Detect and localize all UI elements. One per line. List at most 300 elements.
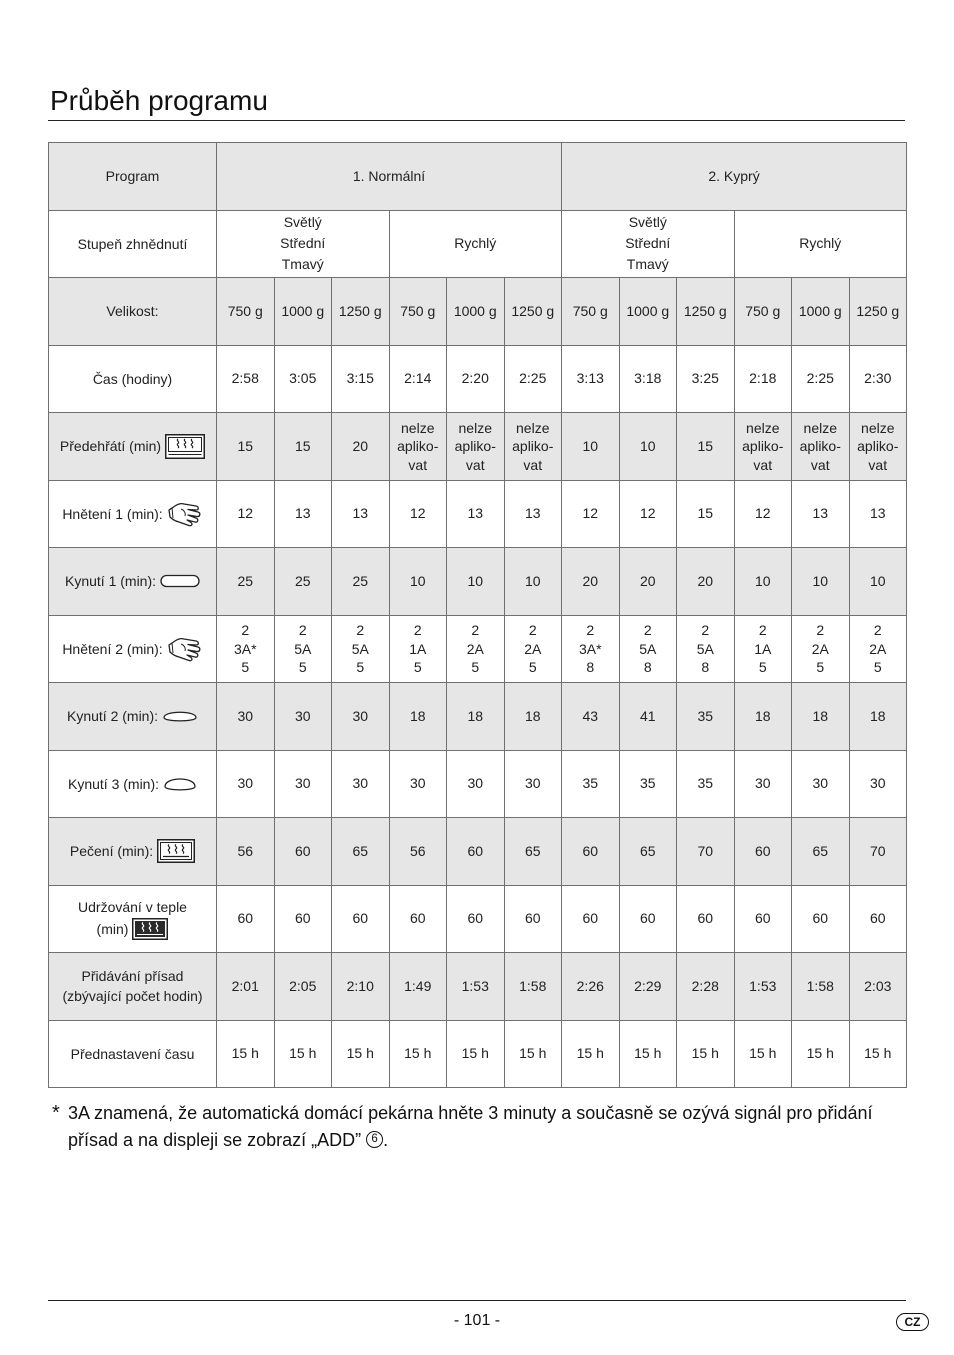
value-cell — [792, 1020, 850, 1088]
cell-line: 1A — [409, 640, 427, 657]
cell-text: 15 h — [806, 1045, 834, 1062]
value-cell — [332, 683, 390, 751]
value-cell — [332, 413, 390, 481]
cell-text: 13 — [524, 505, 541, 522]
browning-cell — [217, 210, 390, 278]
value-cell — [274, 345, 332, 413]
cell-text: 1000 g — [798, 302, 842, 319]
row-label-text: Udržování v teple — [78, 898, 187, 915]
value-cell — [677, 683, 735, 751]
row-label-line — [51, 434, 214, 459]
cell-line: vat — [868, 456, 888, 473]
value-cell — [447, 750, 505, 818]
value-cell — [504, 1020, 562, 1088]
value-cell — [217, 615, 275, 683]
row-label-text: Stupeň zhnědnutí — [77, 235, 188, 252]
cell-text: Rychlý — [454, 235, 497, 252]
title-rule — [48, 120, 905, 121]
cell-text: 13 — [467, 505, 484, 522]
row-label-line — [51, 1045, 214, 1063]
row-label-line — [51, 167, 214, 185]
cell-text: 30 — [754, 775, 771, 792]
row-label-text: Přednastavení času — [70, 1045, 195, 1062]
cell-text: 2:26 — [576, 977, 604, 994]
cell-line: nelze — [401, 419, 435, 436]
cell-text: 30 — [812, 775, 829, 792]
cell-text: 3:05 — [289, 370, 317, 387]
cell-line: 5 — [471, 659, 480, 675]
row-label-text: Velikost: — [106, 303, 159, 320]
row-label-line — [51, 235, 214, 253]
cell-text: 2:18 — [749, 370, 777, 387]
cell-line: 5 — [816, 659, 825, 675]
value-cell — [562, 615, 620, 683]
cell-text: 13 — [352, 505, 369, 522]
cell-text: 60 — [582, 910, 599, 927]
cell-line: 2 — [528, 622, 537, 638]
rising-3-icon — [163, 775, 197, 793]
value-cell — [792, 818, 850, 886]
cell-line: nelze — [861, 419, 895, 436]
value-cell — [332, 345, 390, 413]
size-cell — [562, 278, 620, 346]
footer-rule — [48, 1300, 906, 1301]
cell-text: 60 — [697, 910, 714, 927]
cell-line: vat — [810, 456, 830, 473]
page-number: - 101 - — [453, 1312, 501, 1329]
language-badge: CZ — [896, 1313, 929, 1331]
cell-text: 30 — [352, 775, 369, 792]
cell-text: 43 — [582, 707, 599, 724]
cell-line: vat — [753, 456, 773, 473]
value-cell — [389, 480, 447, 548]
footnote-end: . — [383, 1130, 389, 1150]
cell-line: 5A — [639, 640, 657, 657]
row-label-cell — [49, 953, 217, 1021]
cell-text: 18 — [812, 707, 829, 724]
row-label-text: (zbývající počet hodin) — [62, 988, 203, 1005]
cell-text: 10 — [869, 572, 886, 589]
cell-line: 3A* — [578, 640, 602, 657]
cell-text: 35 — [697, 775, 714, 792]
value-cell — [389, 818, 447, 886]
cell-line: nelze — [516, 419, 550, 436]
browning-row — [49, 210, 907, 278]
cell-line: 2 — [356, 622, 365, 638]
cell-line: Světlý — [628, 214, 667, 231]
value-cell — [792, 480, 850, 548]
value-cell — [447, 345, 505, 413]
size-cell — [734, 278, 792, 346]
cell-line: 2 — [471, 622, 480, 638]
row-label-cell — [49, 683, 217, 751]
value-cell — [619, 683, 677, 751]
cell-line: 5 — [241, 659, 250, 675]
value-cell — [734, 750, 792, 818]
row-label-line — [51, 302, 214, 320]
program-header-cell — [562, 143, 907, 211]
value-cell — [217, 683, 275, 751]
cell-text: 1250 g — [856, 302, 900, 319]
cell-line: nelze — [746, 419, 780, 436]
cell-text: 60 — [352, 910, 369, 927]
row-label-line — [51, 370, 214, 388]
value-cell — [274, 818, 332, 886]
value-cell — [734, 953, 792, 1021]
cell-text: 25 — [352, 572, 369, 589]
cell-text: 15 — [697, 505, 714, 522]
cell-text: 2:58 — [231, 370, 259, 387]
cell-line: nelze — [458, 419, 492, 436]
cell-text: 65 — [352, 842, 369, 859]
cell-text: 18 — [754, 707, 771, 724]
cell-text: 13 — [869, 505, 886, 522]
value-cell — [849, 750, 907, 818]
cell-text: 1:49 — [404, 977, 432, 994]
value-cell — [274, 683, 332, 751]
value-cell — [734, 480, 792, 548]
row-label-line — [51, 500, 214, 527]
cell-line: 5 — [873, 659, 882, 675]
size-cell — [504, 278, 562, 346]
cell-text: 15 h — [864, 1045, 892, 1062]
value-cell — [677, 1020, 735, 1088]
value-cell — [849, 885, 907, 953]
value-cell — [389, 683, 447, 751]
cell-text: 30 — [237, 775, 254, 792]
cell-text: 10 — [524, 572, 541, 589]
cell-text: 10 — [754, 572, 771, 589]
value-cell — [734, 548, 792, 616]
value-cell — [619, 1020, 677, 1088]
value-cell — [274, 750, 332, 818]
cell-text: 1000 g — [626, 302, 670, 319]
cell-text: 15 — [294, 437, 311, 454]
value-cell — [332, 480, 390, 548]
cell-text: 1:53 — [461, 977, 489, 994]
cell-line: 8 — [701, 659, 710, 675]
cell-text: 65 — [639, 842, 656, 859]
value-cell — [504, 548, 562, 616]
row-label-line — [51, 918, 214, 940]
value-cell — [504, 345, 562, 413]
cell-text: 12 — [639, 505, 656, 522]
row-label-cell — [49, 345, 217, 413]
footnote-line: 3A znamená, že automatická domácí pekárna hněte 3 minuty a současně se ozývá signál pro přidání — [68, 1103, 873, 1123]
cell-text: 56 — [237, 842, 254, 859]
cell-text: 750 g — [572, 302, 608, 319]
value-cell — [274, 615, 332, 683]
value-cell — [792, 548, 850, 616]
value-cell — [217, 345, 275, 413]
cell-text: 30 — [352, 707, 369, 724]
value-cell — [792, 885, 850, 953]
value-cell — [849, 953, 907, 1021]
value-cell — [562, 480, 620, 548]
cell-text: 2:20 — [461, 370, 489, 387]
cell-text: 10 — [812, 572, 829, 589]
cell-line: 2A — [869, 640, 887, 657]
value-cell — [274, 480, 332, 548]
row-label-text: Přidávání přísad — [81, 968, 184, 985]
cell-text: 18 — [467, 707, 484, 724]
value-cell — [389, 953, 447, 1021]
footnote-text — [68, 1100, 872, 1154]
value-cell — [217, 885, 275, 953]
value-cell — [562, 750, 620, 818]
row-label-cell — [49, 615, 217, 683]
cell-line: 2A — [466, 640, 484, 657]
value-cell — [677, 750, 735, 818]
value-cell — [447, 818, 505, 886]
value-cell — [389, 885, 447, 953]
table-row — [49, 345, 907, 413]
cell-line: Světlý — [283, 214, 322, 231]
value-cell — [734, 345, 792, 413]
cell-line: 2 — [873, 622, 882, 638]
cell-text: 60 — [754, 842, 771, 859]
value-cell — [734, 885, 792, 953]
row-label-text: Předehřátí (min) — [59, 438, 162, 455]
row-label-line — [51, 898, 214, 916]
cell-text: 3:13 — [576, 370, 604, 387]
size-cell — [619, 278, 677, 346]
kneading-icon — [167, 500, 203, 527]
cell-line: 5 — [298, 659, 307, 675]
row-label-text: Program — [105, 168, 160, 185]
row-label-text: Hnětení 1 (min): — [62, 505, 163, 522]
value-cell — [389, 413, 447, 481]
cell-line: 2 — [298, 622, 307, 638]
value-cell — [217, 750, 275, 818]
value-cell — [849, 818, 907, 886]
row-label-line — [51, 775, 214, 793]
cell-line: 2 — [413, 622, 422, 638]
cell-text: 3:15 — [346, 370, 374, 387]
table-row — [49, 1020, 907, 1088]
cell-text: 30 — [237, 707, 254, 724]
cell-text: 13 — [812, 505, 829, 522]
cell-text: 65 — [812, 842, 829, 859]
value-cell — [562, 953, 620, 1021]
value-cell — [504, 953, 562, 1021]
size-row — [49, 278, 907, 346]
row-label-cell — [49, 143, 217, 211]
value-cell — [562, 345, 620, 413]
table-row — [49, 615, 907, 683]
cell-text: 60 — [524, 910, 541, 927]
cell-text: 10 — [639, 437, 656, 454]
value-cell — [734, 818, 792, 886]
value-cell — [447, 683, 505, 751]
cell-line: 5 — [528, 659, 537, 675]
cell-text: 60 — [294, 910, 311, 927]
cell-line: apliko- — [742, 438, 784, 454]
value-cell — [677, 413, 735, 481]
cell-text: 1250 g — [511, 302, 555, 319]
value-cell — [217, 1020, 275, 1088]
cell-text: 1250 g — [683, 302, 727, 319]
value-cell — [217, 953, 275, 1021]
cell-text: 1000 g — [281, 302, 325, 319]
value-cell — [274, 885, 332, 953]
row-label-text: Pečení (min): — [69, 843, 154, 860]
cell-line: Tmavý — [626, 256, 669, 273]
size-cell — [677, 278, 735, 346]
cell-line: 5A — [696, 640, 714, 657]
value-cell — [792, 683, 850, 751]
table-row — [49, 750, 907, 818]
cell-text: 35 — [639, 775, 656, 792]
cell-line: 8 — [586, 659, 595, 675]
value-cell — [619, 548, 677, 616]
value-cell — [274, 953, 332, 1021]
value-cell — [217, 413, 275, 481]
row-label-cell — [49, 818, 217, 886]
program-table-body — [49, 143, 907, 1088]
value-cell — [274, 413, 332, 481]
value-cell — [849, 480, 907, 548]
cell-text: 10 — [582, 437, 599, 454]
value-cell — [849, 615, 907, 683]
cell-line: 2A — [524, 640, 542, 657]
cell-line: apliko- — [397, 438, 439, 454]
value-cell — [447, 1020, 505, 1088]
value-cell — [389, 1020, 447, 1088]
cell-line: apliko- — [857, 438, 899, 454]
value-cell — [677, 480, 735, 548]
cell-text: 60 — [467, 842, 484, 859]
cell-text: 18 — [409, 707, 426, 724]
value-cell — [734, 1020, 792, 1088]
value-cell — [504, 615, 562, 683]
cell-line: Střední — [625, 235, 671, 252]
cell-text: 12 — [409, 505, 426, 522]
value-cell — [619, 750, 677, 818]
cell-text: 30 — [294, 707, 311, 724]
cell-text: 70 — [697, 842, 714, 859]
cell-text: 3:25 — [691, 370, 719, 387]
value-cell — [619, 953, 677, 1021]
cell-line: 5 — [413, 659, 422, 675]
cell-text: 10 — [467, 572, 484, 589]
value-cell — [447, 480, 505, 548]
value-cell — [274, 548, 332, 616]
row-label-cell — [49, 1020, 217, 1088]
cell-line: 2 — [643, 622, 652, 638]
cell-text: 15 h — [634, 1045, 662, 1062]
row-label-text: Kynutí 2 (min): — [66, 708, 159, 725]
size-cell — [447, 278, 505, 346]
cell-text: 25 — [294, 572, 311, 589]
size-cell — [849, 278, 907, 346]
cell-text: 15 h — [289, 1045, 317, 1062]
kneading-icon — [167, 635, 203, 662]
cell-text: 30 — [467, 775, 484, 792]
value-cell — [562, 413, 620, 481]
value-cell — [447, 615, 505, 683]
value-cell — [504, 413, 562, 481]
cell-text: 30 — [869, 775, 886, 792]
cell-text: 15 h — [519, 1045, 547, 1062]
cell-text: 2:01 — [231, 977, 259, 994]
cell-line: vat — [523, 456, 543, 473]
value-cell — [734, 615, 792, 683]
value-cell — [677, 818, 735, 886]
value-cell — [504, 885, 562, 953]
row-label-line — [51, 967, 214, 985]
cell-text: 750 g — [745, 302, 781, 319]
cell-text: 12 — [237, 505, 254, 522]
cell-line: 1A — [754, 640, 772, 657]
cell-text: 2:05 — [289, 977, 317, 994]
rising-1-icon — [160, 574, 200, 588]
cell-text: 60 — [812, 910, 829, 927]
row-label-line — [51, 839, 214, 863]
value-cell — [562, 885, 620, 953]
value-cell — [562, 1020, 620, 1088]
cell-line: 2 — [241, 622, 250, 638]
cell-line: vat — [408, 456, 428, 473]
cell-text: 30 — [524, 775, 541, 792]
size-cell — [217, 278, 275, 346]
table-row — [49, 885, 907, 953]
value-cell — [562, 818, 620, 886]
value-cell — [734, 683, 792, 751]
value-cell — [447, 413, 505, 481]
value-cell — [677, 885, 735, 953]
value-cell — [677, 548, 735, 616]
value-cell — [619, 345, 677, 413]
row-label-cell — [49, 278, 217, 346]
value-cell — [619, 885, 677, 953]
cell-text: 20 — [582, 572, 599, 589]
browning-cell — [389, 210, 562, 278]
value-cell — [389, 548, 447, 616]
cell-text: 20 — [697, 572, 714, 589]
value-cell — [389, 615, 447, 683]
cell-text: 2:25 — [519, 370, 547, 387]
value-cell — [447, 548, 505, 616]
cell-text: 1:53 — [749, 977, 777, 994]
cell-text: 15 h — [461, 1045, 489, 1062]
value-cell — [504, 750, 562, 818]
cell-text: 2:28 — [691, 977, 719, 994]
value-cell — [389, 345, 447, 413]
row-label-cell — [49, 885, 217, 953]
value-cell — [332, 885, 390, 953]
value-cell — [677, 953, 735, 1021]
cell-text: 18 — [869, 707, 886, 724]
cell-line: apliko- — [454, 438, 496, 454]
cell-text: 60 — [754, 910, 771, 927]
size-cell — [274, 278, 332, 346]
cell-line: 2 — [701, 622, 710, 638]
cell-text: 15 — [237, 437, 254, 454]
cell-text: 20 — [639, 572, 656, 589]
cell-text: 60 — [237, 910, 254, 927]
footnote-line — [68, 1127, 872, 1154]
cell-text: 41 — [639, 707, 656, 724]
value-cell — [332, 953, 390, 1021]
value-cell — [274, 1020, 332, 1088]
row-label-text: Kynutí 1 (min): — [64, 573, 157, 590]
cell-line: apliko- — [799, 438, 841, 454]
value-cell — [619, 413, 677, 481]
cell-text: 1. Normální — [352, 167, 426, 184]
cell-text: 60 — [582, 842, 599, 859]
value-cell — [734, 413, 792, 481]
